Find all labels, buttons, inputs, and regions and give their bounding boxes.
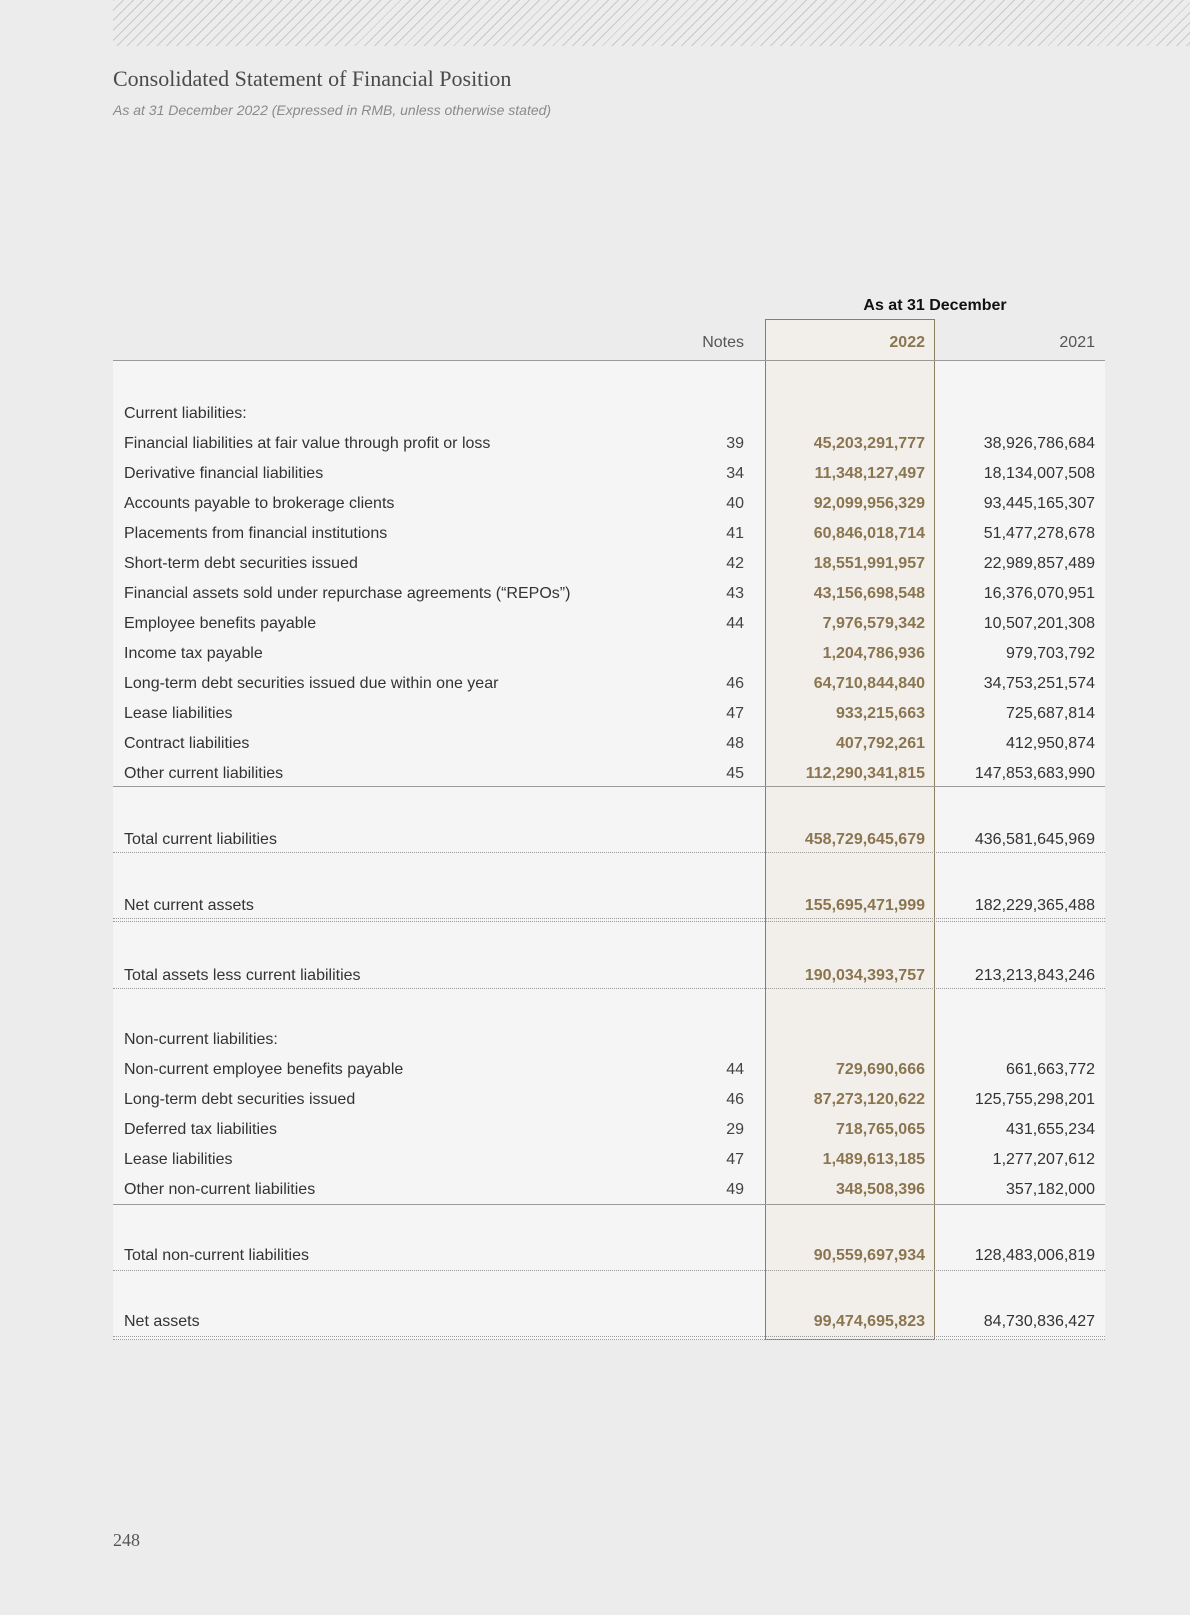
row-label: Total non-current liabilities — [124, 1247, 309, 1264]
row-value-2022: 348,508,396 — [836, 1181, 925, 1198]
period-header: As at 31 December — [863, 297, 1007, 314]
row-label: Lease liabilities — [124, 1151, 233, 1168]
row-value-2022: 60,846,018,714 — [813, 525, 925, 542]
row-label: Income tax payable — [124, 645, 263, 662]
row-value-2021: 10,507,201,308 — [983, 615, 1095, 632]
table-row — [113, 1242, 1105, 1272]
divider — [113, 852, 1105, 853]
table-row — [113, 1176, 1105, 1206]
row-note: 47 — [726, 705, 744, 722]
page-title: Consolidated Statement of Financial Position — [113, 66, 512, 91]
row-note: 40 — [726, 495, 744, 512]
row-note: 43 — [726, 585, 744, 602]
row-note: 47 — [726, 1151, 744, 1168]
decorative-hatch-band — [113, 0, 1190, 46]
row-note: 44 — [726, 615, 744, 632]
divider — [113, 988, 1105, 989]
column-header-2022: 2022 — [889, 334, 925, 351]
row-value-2021: 1,277,207,612 — [992, 1151, 1095, 1168]
row-label: Financial liabilities at fair value through profit or loss — [124, 435, 491, 452]
divider — [113, 1336, 1105, 1340]
row-label: Placements from financial institutions — [124, 525, 388, 542]
row-note: 45 — [726, 765, 744, 782]
row-value-2021: 34,753,251,574 — [983, 675, 1095, 692]
row-note: 48 — [726, 735, 744, 752]
row-value-2022: 18,551,991,957 — [813, 555, 925, 572]
header-divider — [113, 360, 1105, 361]
row-label: Net assets — [124, 1313, 200, 1330]
table-row — [113, 670, 1105, 700]
row-value-2021: 18,134,007,508 — [983, 465, 1095, 482]
row-value-2021: 125,755,298,201 — [974, 1091, 1095, 1108]
table-row — [113, 700, 1105, 730]
row-value-2022: 1,489,613,185 — [822, 1151, 925, 1168]
row-note: 46 — [726, 1091, 744, 1108]
row-label: Net current assets — [124, 897, 254, 914]
row-value-2021: 979,703,792 — [1006, 645, 1095, 662]
row-note: 49 — [726, 1181, 744, 1198]
table-row — [113, 490, 1105, 520]
row-note: 46 — [726, 675, 744, 692]
row-value-2022: 90,559,697,934 — [813, 1247, 925, 1264]
row-value-2022: 99,474,695,823 — [813, 1313, 925, 1330]
row-note: 44 — [726, 1061, 744, 1078]
row-label: Non-current liabilities: — [124, 1031, 278, 1048]
row-value-2022: 155,695,471,999 — [804, 897, 925, 914]
row-value-2021: 38,926,786,684 — [983, 435, 1095, 452]
row-value-2021: 182,229,365,488 — [974, 897, 1095, 914]
table-row — [113, 430, 1105, 460]
row-value-2022: 7,976,579,342 — [822, 615, 925, 632]
row-value-2022: 92,099,956,329 — [813, 495, 925, 512]
row-value-2021: 51,477,278,678 — [983, 525, 1095, 542]
row-value-2021: 147,853,683,990 — [974, 765, 1095, 782]
row-label: Lease liabilities — [124, 705, 233, 722]
row-note: 29 — [726, 1121, 744, 1138]
row-value-2022: 190,034,393,757 — [804, 967, 925, 984]
row-value-2021: 357,182,000 — [1006, 1181, 1095, 1198]
row-value-2022: 43,156,698,548 — [813, 585, 925, 602]
table-row — [113, 1086, 1105, 1116]
column-header-2021: 2021 — [1059, 334, 1095, 351]
row-value-2021: 661,663,772 — [1006, 1061, 1095, 1078]
row-value-2021: 93,445,165,307 — [983, 495, 1095, 512]
row-value-2022: 87,273,120,622 — [813, 1091, 925, 1108]
row-value-2022: 1,204,786,936 — [822, 645, 925, 662]
divider — [113, 786, 1105, 787]
table-row — [113, 1056, 1105, 1086]
row-value-2021: 725,687,814 — [1006, 705, 1095, 722]
row-value-2022: 112,290,341,815 — [805, 765, 925, 782]
row-label: Long-term debt securities issued due within one year — [124, 675, 499, 692]
table-row — [113, 1146, 1105, 1176]
page-subtitle: As at 31 December 2022 (Expressed in RMB, unless otherwise stated) — [113, 102, 552, 118]
row-label: Other non-current liabilities — [124, 1181, 316, 1198]
row-value-2021: 431,655,234 — [1006, 1121, 1095, 1138]
table-row — [113, 640, 1105, 670]
table-row — [113, 400, 1105, 430]
table-row — [113, 1116, 1105, 1146]
table-row — [113, 730, 1105, 760]
row-value-2022: 729,690,666 — [836, 1061, 925, 1078]
divider — [113, 918, 1105, 922]
divider — [113, 1204, 1105, 1205]
row-value-2022: 11,348,127,497 — [814, 465, 925, 482]
row-note: 42 — [726, 555, 744, 572]
row-value-2021: 84,730,836,427 — [983, 1313, 1095, 1330]
row-label: Employee benefits payable — [124, 615, 317, 632]
row-label: Derivative financial liabilities — [124, 465, 324, 482]
row-label: Other current liabilities — [124, 765, 284, 782]
row-label: Total current liabilities — [124, 831, 277, 848]
table-row — [113, 1308, 1105, 1338]
row-value-2021: 436,581,645,969 — [974, 831, 1095, 848]
row-label: Short-term debt securities issued — [124, 555, 358, 572]
row-value-2021: 213,213,843,246 — [974, 967, 1095, 984]
row-value-2022: 45,203,291,777 — [813, 435, 925, 452]
row-value-2021: 412,950,874 — [1006, 735, 1095, 752]
row-value-2022: 407,792,261 — [836, 735, 925, 752]
row-note: 34 — [726, 465, 744, 482]
row-note: 39 — [726, 435, 744, 452]
row-value-2022: 933,215,663 — [836, 705, 925, 722]
row-label: Non-current employee benefits payable — [124, 1061, 404, 1078]
row-label: Financial assets sold under repurchase agreements (“REPOs”) — [124, 585, 571, 602]
table-row — [113, 610, 1105, 640]
row-label: Long-term debt securities issued — [124, 1091, 356, 1108]
row-label: Contract liabilities — [124, 735, 250, 752]
table-row — [113, 520, 1105, 550]
row-value-2021: 16,376,070,951 — [983, 585, 1095, 602]
table-row — [113, 1026, 1105, 1056]
row-value-2022: 64,710,844,840 — [813, 675, 925, 692]
row-value-2021: 22,989,857,489 — [983, 555, 1095, 572]
column-header-notes: Notes — [702, 334, 744, 351]
row-label: Accounts payable to brokerage clients — [124, 495, 395, 512]
row-label: Total assets less current liabilities — [124, 967, 361, 984]
table-row — [113, 550, 1105, 580]
row-value-2021: 128,483,006,819 — [974, 1247, 1095, 1264]
divider — [113, 1270, 1105, 1271]
table-row — [113, 460, 1105, 490]
row-value-2022: 718,765,065 — [836, 1121, 925, 1138]
row-note: 41 — [726, 525, 744, 542]
row-value-2022: 458,729,645,679 — [804, 831, 925, 848]
table-row — [113, 580, 1105, 610]
row-label: Current liabilities: — [124, 405, 247, 422]
row-label: Deferred tax liabilities — [124, 1121, 277, 1138]
page-number: 248 — [113, 1530, 140, 1550]
